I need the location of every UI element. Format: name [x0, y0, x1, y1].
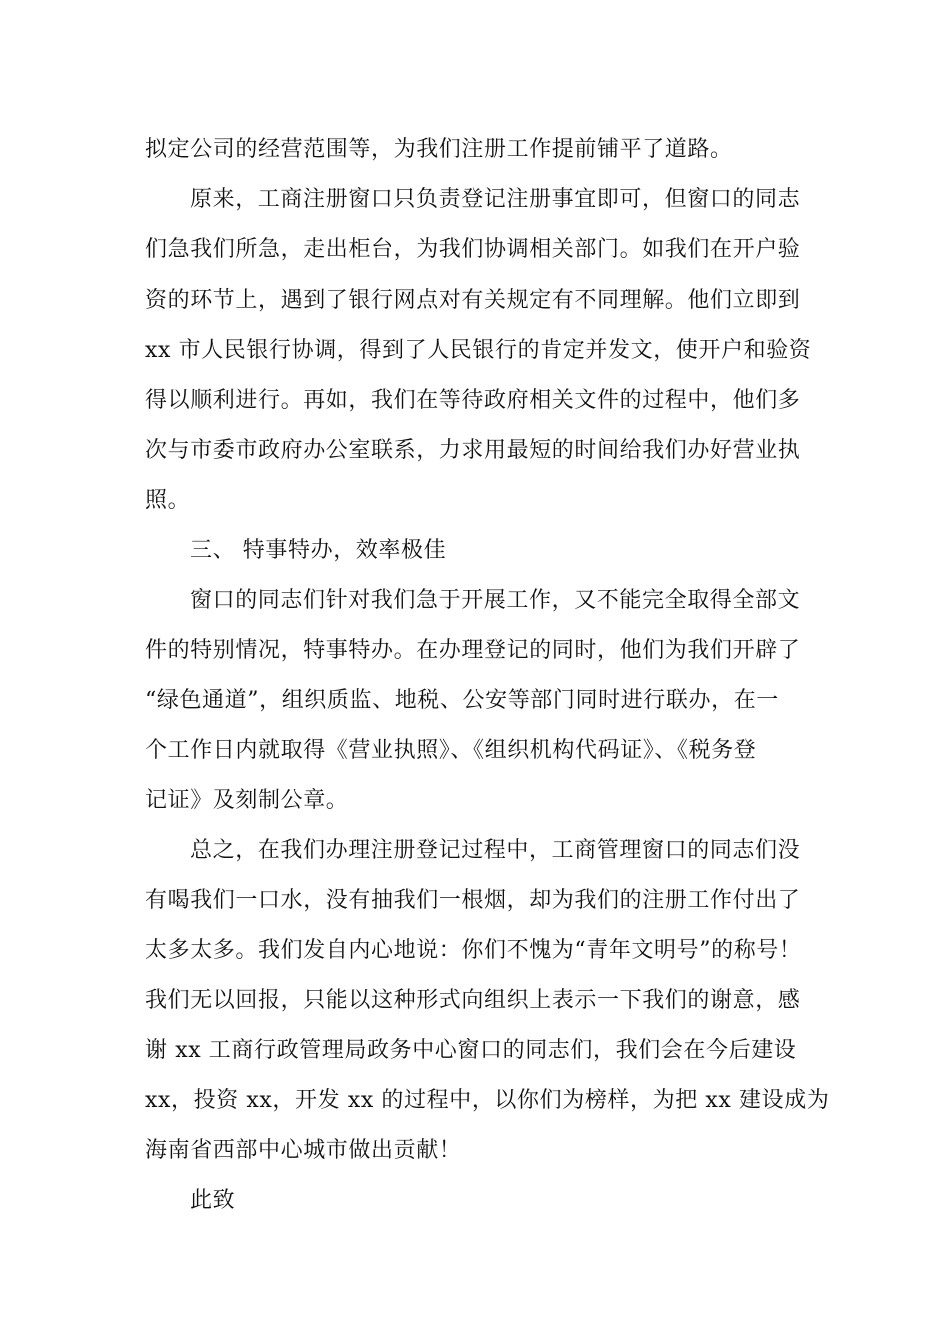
- paragraph-first-line: 总之，在我们办理注册登记过程中，工商管理窗口的同志们没: [190, 838, 801, 863]
- body-text-line: 有喝我们一口水，没有抽我们一根烟，却为我们的注册工作付出了: [145, 888, 801, 913]
- body-text-line: 次与市委市政府办公室联系，力求用最短的时间给我们办好营业执: [145, 438, 801, 463]
- body-text-line: 资的环节上，遇到了银行网点对有关规定有不同理解。他们立即到: [145, 288, 801, 313]
- body-text-line: “绿色通道”，组织质监、地税、公安等部门同时进行联办，在一: [145, 688, 779, 713]
- body-text-line: xx，投资 xx，开发 xx 的过程中，以你们为榜样，为把 xx 建设成为: [145, 1088, 830, 1113]
- section-heading: 三、 特事特办，效率极佳: [190, 538, 447, 563]
- body-text-line: 件的特别情况，特事特办。在办理登记的同时，他们为我们开辟了: [145, 638, 801, 663]
- body-text-line: 海南省西部中心城市做出贡献！: [145, 1138, 462, 1163]
- body-text-line: 得以顺利进行。再如，我们在等待政府相关文件的过程中，他们多: [145, 388, 801, 413]
- body-text-line: 们急我们所急，走出柜台，为我们协调相关部门。如我们在开户验: [145, 237, 801, 262]
- body-text-line: 记证》及刻制公章。: [145, 788, 349, 813]
- paragraph-first-line: 原来，工商注册窗口只负责登记注册事宜即可，但窗口的同志: [190, 187, 801, 212]
- closing-salutation: 此致: [190, 1188, 236, 1213]
- body-text-line: 谢 xx 工商行政管理局政务中心窗口的同志们，我们会在今后建设: [145, 1038, 797, 1063]
- body-text-line: 我们无以回报，只能以这种形式向组织上表示一下我们的谢意，感: [145, 988, 801, 1013]
- paragraph-first-line: 窗口的同志们针对我们急于开展工作，又不能完全取得全部文: [190, 588, 801, 613]
- body-text-line: 拟定公司的经营范围等，为我们注册工作提前铺平了道路。: [145, 137, 733, 162]
- body-text-line: 太多太多。我们发自内心地说：你们不愧为“青年文明号”的称号！: [145, 938, 802, 963]
- body-text-line: xx 市人民银行协调，得到了人民银行的肯定并发文，使开户和验资: [145, 338, 812, 363]
- body-text-line: 个工作日内就取得《营业执照》、《组织机构代码证》、《税务登: [145, 738, 757, 763]
- body-text-line: 照。: [145, 488, 191, 513]
